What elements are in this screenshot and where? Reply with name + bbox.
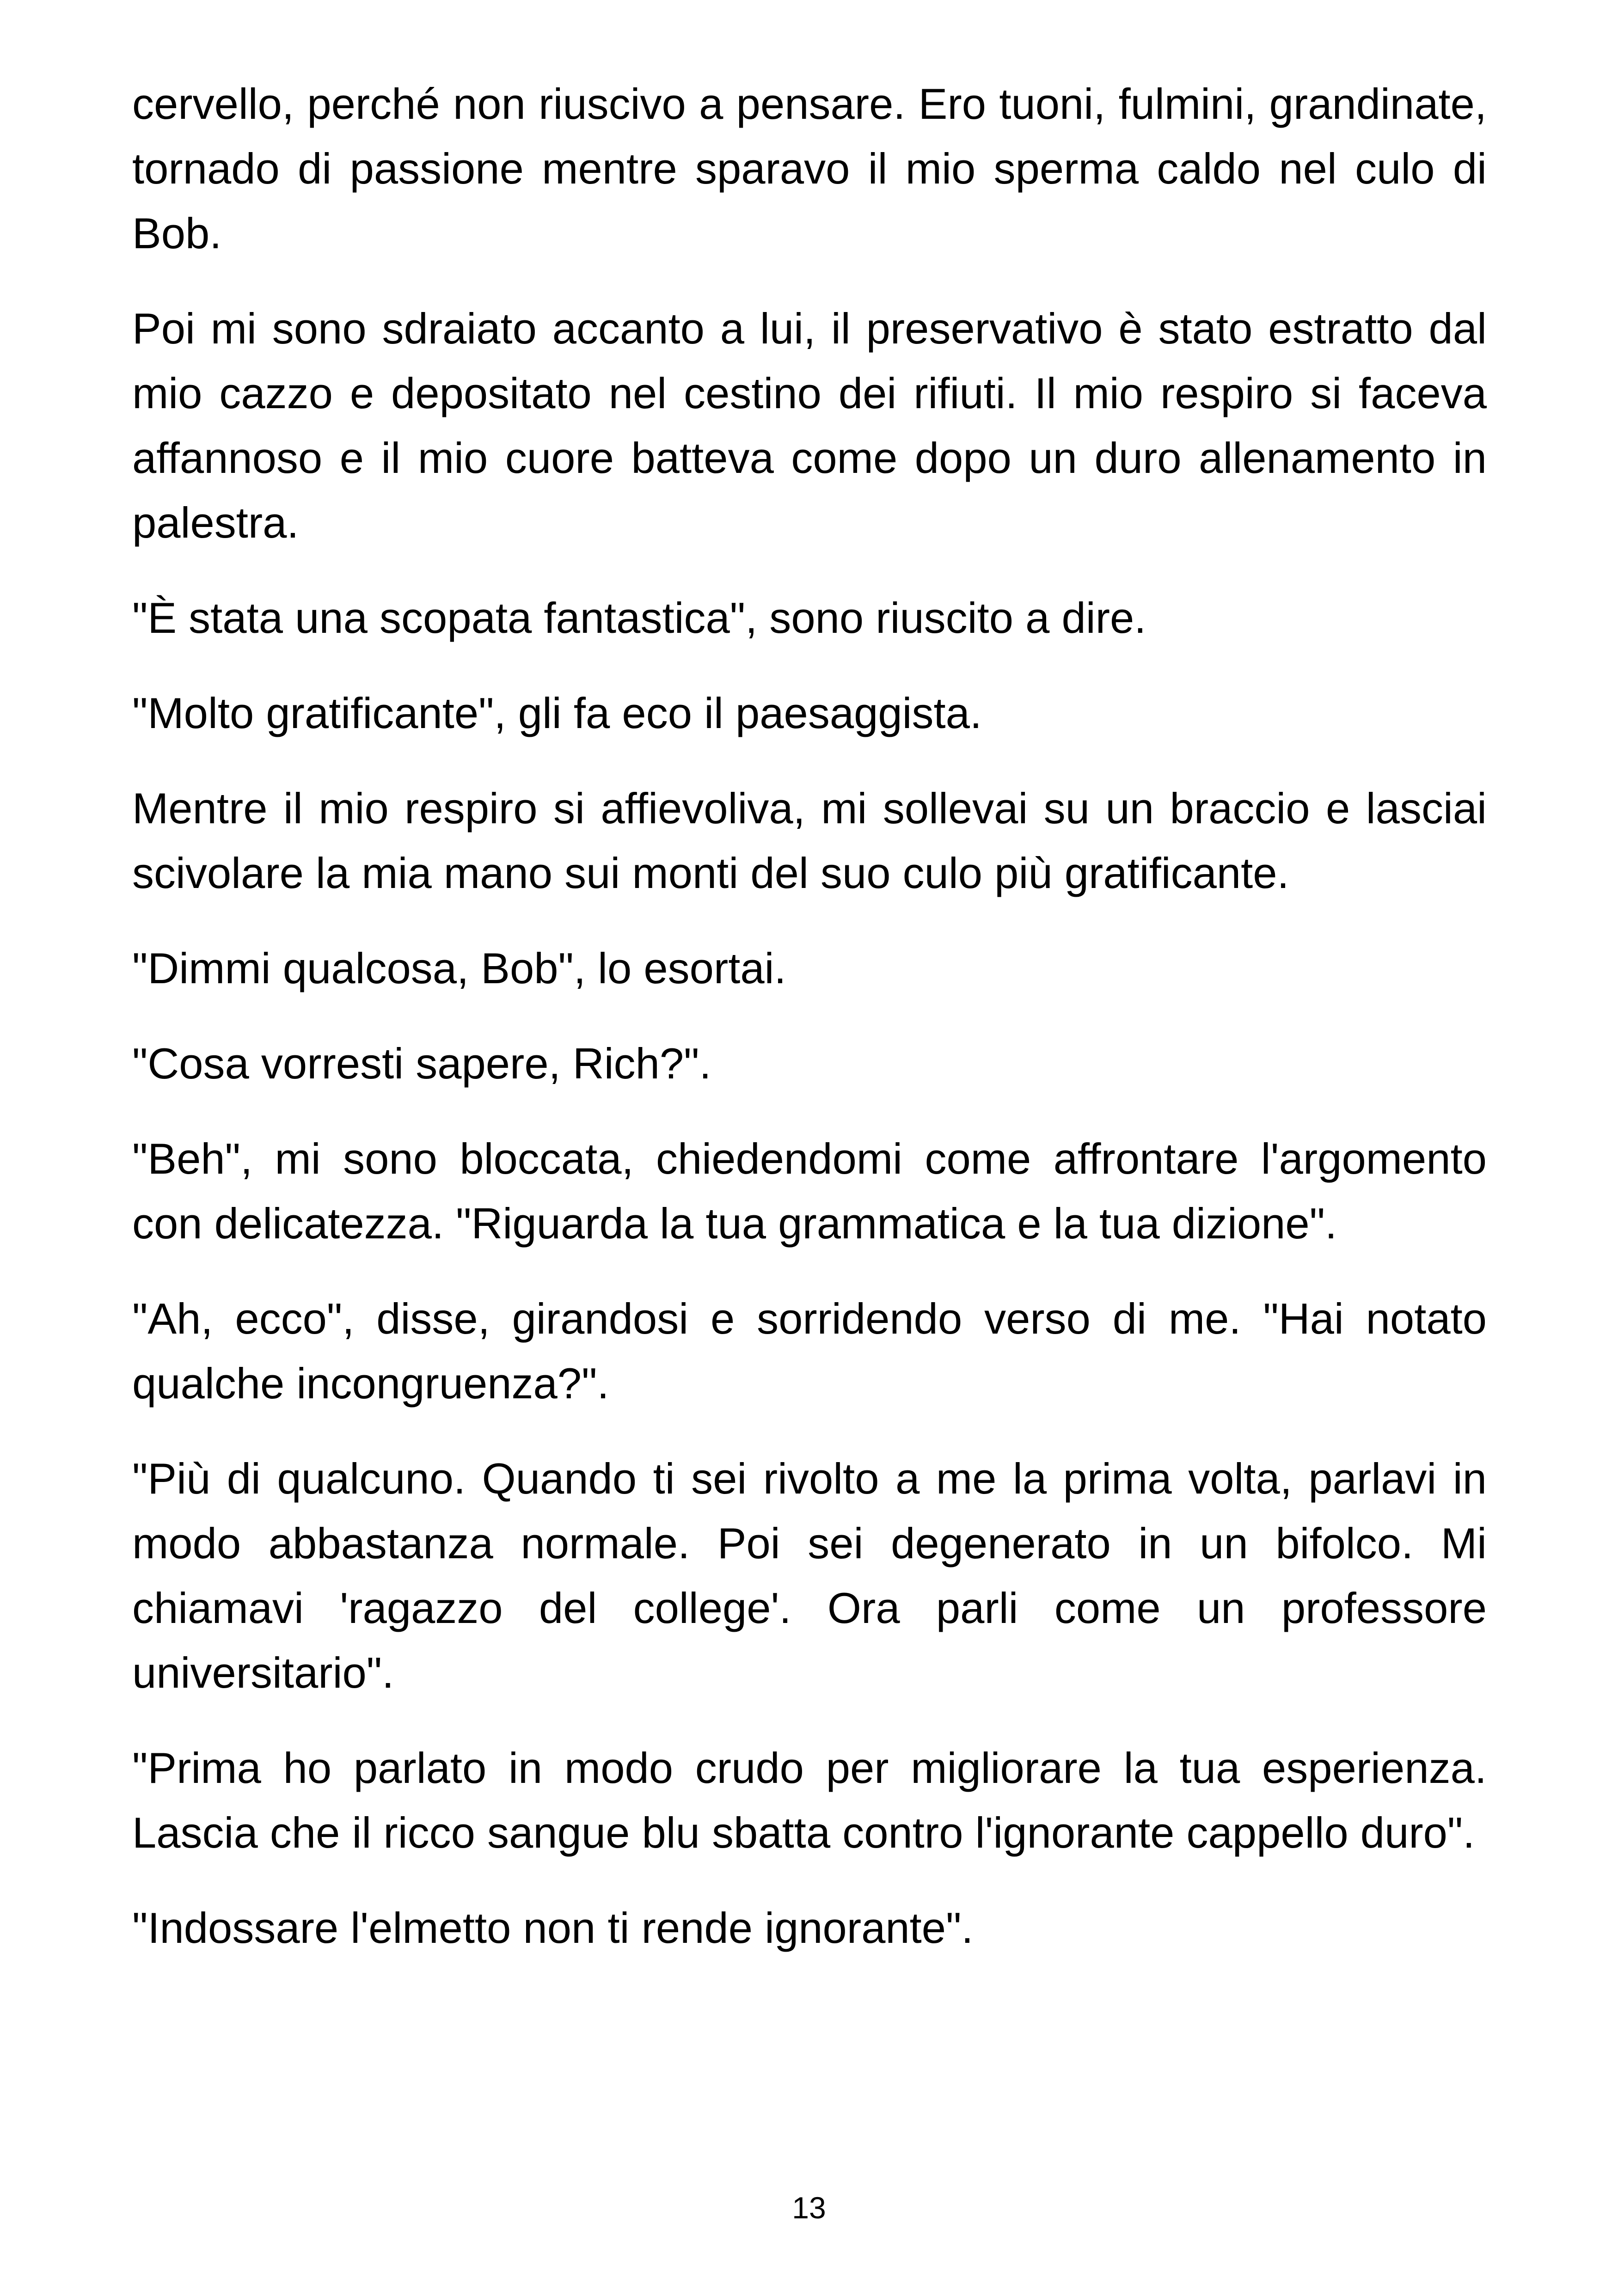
paragraph: Poi mi sono sdraiato accanto a lui, il preservativo è stato estratto dal mio cazzo e depositato nel cestino dei rifiuti. Il mio respiro si faceva affannoso e il mio cuore batteva come dopo un duro allenamento in palestra. bbox=[132, 304, 1487, 547]
paragraph: "Dimmi qualcosa, Bob", lo esortai. bbox=[132, 944, 786, 992]
paragraph: "Indossare l'elmetto non ti rende ignorante". bbox=[132, 1904, 974, 1952]
paragraph: "È stata una scopata fantastica", sono riuscito a dire. bbox=[132, 594, 1146, 642]
paragraph: Mentre il mio respiro si affievoliva, mi sollevai su un braccio e lasciai scivolare la mia mano sui monti del suo culo più gratificante. bbox=[132, 784, 1487, 897]
paragraph: "Cosa vorresti sapere, Rich?". bbox=[132, 1039, 711, 1088]
paragraph: "Beh", mi sono bloccata, chiedendomi come affrontare l'argomento con delicatezza. "Riguarda la tua grammatica e la tua dizione". bbox=[132, 1134, 1487, 1248]
paragraph: "Prima ho parlato in modo crudo per migliorare la tua esperienza. Lascia che il ricco sangue blu sbatta contro l'ignorante cappello duro". bbox=[132, 1744, 1487, 1857]
page-body bbox=[132, 72, 1487, 1991]
paragraph: "Molto gratificante", gli fa eco il paesaggista. bbox=[132, 689, 982, 737]
paragraph: "Ah, ecco", disse, girandosi e sorridendo verso di me. "Hai notato qualche incongruenza?". bbox=[132, 1294, 1487, 1408]
page-number: 13 bbox=[792, 2191, 826, 2225]
paragraph: cervello, perché non riuscivo a pensare. Ero tuoni, fulmini, grandinate, tornado di passione mentre sparavo il mio sperma caldo nel culo di Bob. bbox=[132, 80, 1487, 257]
paragraph: "Più di qualcuno. Quando ti sei rivolto a me la prima volta, parlavi in modo abbastanza normale. Poi sei degenerato in un bifolco. Mi chiamavi 'ragazzo del college'. Ora parli come un professore universitario". bbox=[132, 1454, 1487, 1697]
